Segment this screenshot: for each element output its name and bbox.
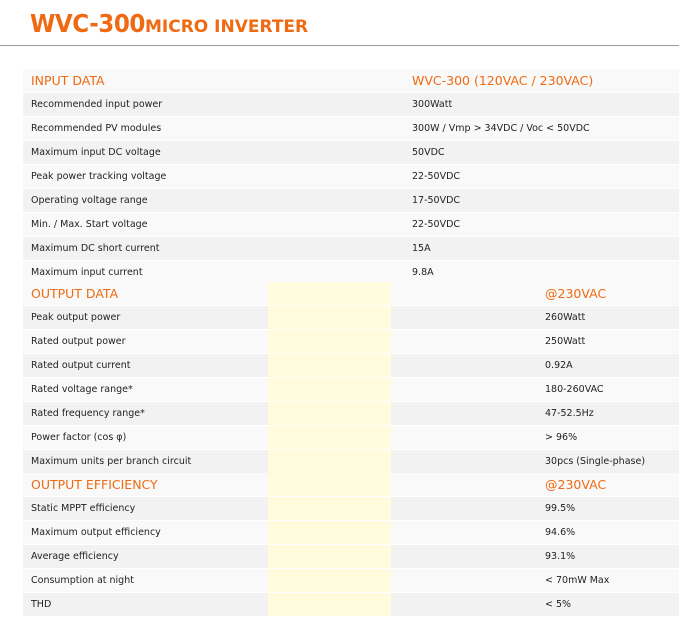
highlight-cell bbox=[268, 545, 391, 569]
highlight-cell bbox=[268, 426, 391, 450]
spec-label: Peak power tracking voltage bbox=[23, 165, 404, 189]
table-row bbox=[23, 261, 679, 285]
empty-cell bbox=[391, 521, 537, 545]
table-row bbox=[23, 237, 679, 261]
table-row bbox=[23, 497, 679, 521]
spec-label: Rated output current bbox=[23, 354, 268, 378]
efficiency-header-row bbox=[23, 473, 679, 497]
highlight-cell bbox=[268, 330, 391, 354]
spec-label: Maximum output efficiency bbox=[23, 521, 268, 545]
spec-value: 17-50VDC bbox=[404, 189, 679, 213]
spec-value: 50VDC bbox=[404, 141, 679, 165]
spec-label: Consumption at night bbox=[23, 569, 268, 593]
table-row bbox=[23, 378, 679, 402]
empty-cell bbox=[391, 450, 537, 474]
input-section-title: INPUT DATA bbox=[23, 69, 404, 93]
spec-label: Min. / Max. Start voltage bbox=[23, 213, 404, 237]
efficiency-column-header: @230VAC bbox=[537, 473, 679, 497]
table-row bbox=[23, 426, 679, 450]
table-row bbox=[23, 402, 679, 426]
spec-label: Static MPPT efficiency bbox=[23, 497, 268, 521]
spec-value: < 70mW Max bbox=[537, 569, 679, 593]
spec-value: 47-52.5Hz bbox=[537, 402, 679, 426]
empty-cell bbox=[391, 378, 537, 402]
spec-value: 30pcs (Single-phase) bbox=[537, 450, 679, 474]
output-section-title: OUTPUT DATA bbox=[23, 282, 268, 306]
empty-cell bbox=[391, 569, 537, 593]
table-row bbox=[23, 213, 679, 237]
input-header-row bbox=[23, 69, 679, 93]
empty-cell bbox=[391, 545, 537, 569]
spec-value: < 5% bbox=[537, 593, 679, 617]
spec-value: 260Watt bbox=[537, 306, 679, 330]
spec-label: Maximum units per branch circuit bbox=[23, 450, 268, 474]
table-row bbox=[23, 450, 679, 474]
highlight-cell bbox=[268, 593, 391, 617]
spec-value: 15A bbox=[404, 237, 679, 261]
highlight-cell bbox=[268, 569, 391, 593]
highlight-cell bbox=[268, 354, 391, 378]
empty-cell bbox=[391, 330, 537, 354]
table-row bbox=[23, 593, 679, 617]
highlight-cell bbox=[268, 306, 391, 330]
spec-label: Recommended PV modules bbox=[23, 117, 404, 141]
spec-label: Operating voltage range bbox=[23, 189, 404, 213]
model-title: WVC-300 bbox=[30, 9, 145, 38]
spec-value: 22-50VDC bbox=[404, 165, 679, 189]
spec-value: 300Watt bbox=[404, 93, 679, 117]
spec-value: 94.6% bbox=[537, 521, 679, 545]
spec-label: Rated frequency range* bbox=[23, 402, 268, 426]
highlight-cell bbox=[268, 282, 391, 306]
spec-value: 99.5% bbox=[537, 497, 679, 521]
efficiency-section-title: OUTPUT EFFICIENCY bbox=[23, 473, 268, 497]
input-column-header: WVC-300 (120VAC / 230VAC) bbox=[404, 69, 679, 93]
table-row bbox=[23, 189, 679, 213]
empty-cell bbox=[391, 426, 537, 450]
product-subtitle: MICRO INVERTER bbox=[145, 17, 309, 37]
output-data-table bbox=[23, 282, 679, 474]
empty-cell bbox=[391, 402, 537, 426]
highlight-cell bbox=[268, 473, 391, 497]
table-row bbox=[23, 330, 679, 354]
spec-label: Power factor (cos φ) bbox=[23, 426, 268, 450]
output-efficiency-table bbox=[23, 473, 679, 617]
spec-value: 180-260VAC bbox=[537, 378, 679, 402]
highlight-cell bbox=[268, 378, 391, 402]
spec-value: 93.1% bbox=[537, 545, 679, 569]
table-row bbox=[23, 93, 679, 117]
empty-cell bbox=[391, 473, 537, 497]
spec-value: 250Watt bbox=[537, 330, 679, 354]
spec-label: Rated output power bbox=[23, 330, 268, 354]
empty-cell bbox=[391, 306, 537, 330]
table-row bbox=[23, 569, 679, 593]
spec-label: Maximum DC short current bbox=[23, 237, 404, 261]
spec-value: > 96% bbox=[537, 426, 679, 450]
spec-value: 0.92A bbox=[537, 354, 679, 378]
empty-cell bbox=[391, 497, 537, 521]
empty-cell bbox=[391, 593, 537, 617]
table-row bbox=[23, 354, 679, 378]
highlight-cell bbox=[268, 450, 391, 474]
spec-label: Maximum input current bbox=[23, 261, 404, 285]
spec-label: Rated voltage range* bbox=[23, 378, 268, 402]
table-row bbox=[23, 117, 679, 141]
output-header-row bbox=[23, 282, 679, 306]
table-row bbox=[23, 165, 679, 189]
output-column-header: @230VAC bbox=[537, 282, 679, 306]
empty-cell bbox=[391, 282, 537, 306]
spec-value: 300W / Vmp > 34VDC / Voc < 50VDC bbox=[404, 117, 679, 141]
spec-value: 9.8A bbox=[404, 261, 679, 285]
input-data-table bbox=[23, 69, 679, 285]
table-row bbox=[23, 306, 679, 330]
table-row bbox=[23, 141, 679, 165]
empty-cell bbox=[391, 354, 537, 378]
title-bar bbox=[0, 0, 679, 46]
spec-label: Average efficiency bbox=[23, 545, 268, 569]
highlight-cell bbox=[268, 521, 391, 545]
highlight-cell bbox=[268, 497, 391, 521]
spec-label: Recommended input power bbox=[23, 93, 404, 117]
spec-label: THD bbox=[23, 593, 268, 617]
spec-value: 22-50VDC bbox=[404, 213, 679, 237]
highlight-cell bbox=[268, 402, 391, 426]
spec-label: Maximum input DC voltage bbox=[23, 141, 404, 165]
table-row bbox=[23, 521, 679, 545]
spec-label: Peak output power bbox=[23, 306, 268, 330]
table-row bbox=[23, 545, 679, 569]
